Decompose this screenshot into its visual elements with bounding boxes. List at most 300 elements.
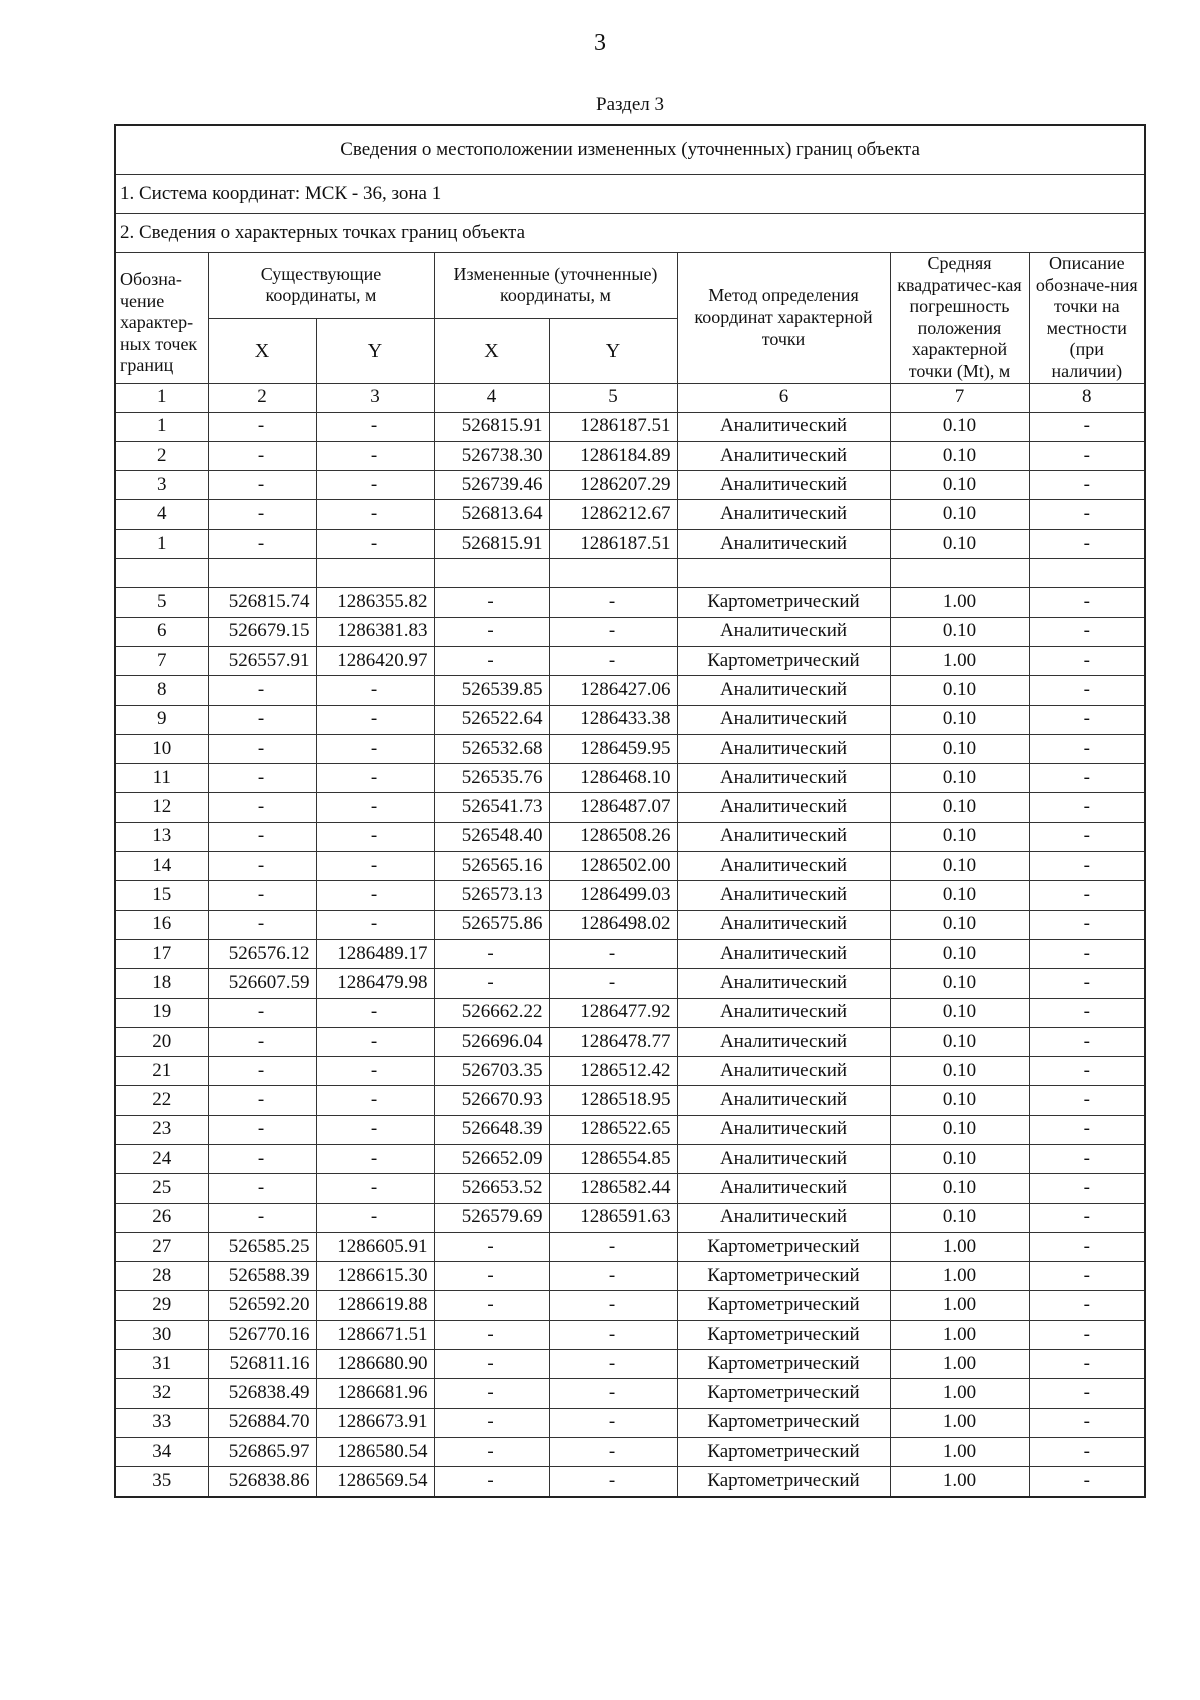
table-row — [115, 588, 1145, 617]
changed-x-cell: 526648.39 — [434, 1115, 549, 1144]
point-id-cell: 2 — [115, 441, 208, 470]
existing-x-cell: 526770.16 — [208, 1320, 316, 1349]
changed-y-cell: 1286459.95 — [549, 734, 677, 763]
existing-y-cell: - — [316, 1115, 434, 1144]
changed-y-cell: - — [549, 1320, 677, 1349]
col-number: 4 — [434, 383, 549, 412]
description-cell: - — [1029, 1379, 1145, 1408]
accuracy-cell: 0.10 — [890, 764, 1029, 793]
changed-x-cell: - — [434, 1408, 549, 1437]
existing-y-cell: - — [316, 822, 434, 851]
method-cell: Аналитический — [677, 764, 890, 793]
point-id-cell: 7 — [115, 646, 208, 675]
description-cell: - — [1029, 969, 1145, 998]
existing-x-cell: 526576.12 — [208, 939, 316, 968]
table-row — [115, 734, 1145, 763]
method-cell — [677, 559, 890, 588]
description-cell: - — [1029, 646, 1145, 675]
description-cell: - — [1029, 852, 1145, 881]
existing-x-cell: - — [208, 910, 316, 939]
method-cell: Аналитический — [677, 939, 890, 968]
changed-y-cell: 1286487.07 — [549, 793, 677, 822]
col-existing-y: Y — [316, 318, 434, 383]
table-row — [115, 529, 1145, 558]
existing-x-cell: 526865.97 — [208, 1437, 316, 1466]
table-row — [115, 412, 1145, 441]
method-cell: Картометрический — [677, 1467, 890, 1497]
existing-y-cell: - — [316, 764, 434, 793]
col-number: 5 — [549, 383, 677, 412]
point-id-cell: 27 — [115, 1232, 208, 1261]
changed-x-cell: 526653.52 — [434, 1174, 549, 1203]
existing-y-cell: - — [316, 910, 434, 939]
method-cell: Картометрический — [677, 1379, 890, 1408]
accuracy-cell: 1.00 — [890, 646, 1029, 675]
changed-x-cell: 526738.30 — [434, 441, 549, 470]
description-cell: - — [1029, 471, 1145, 500]
changed-x-cell: - — [434, 1437, 549, 1466]
accuracy-cell: 0.10 — [890, 471, 1029, 500]
point-id-cell: 14 — [115, 852, 208, 881]
col-designation-header: Обозна-чение характер-ных точек границ — [115, 253, 208, 384]
existing-y-cell: 1286381.83 — [316, 617, 434, 646]
existing-y-cell: 1286420.97 — [316, 646, 434, 675]
col-changed-y: Y — [549, 318, 677, 383]
method-cell: Аналитический — [677, 969, 890, 998]
description-cell: - — [1029, 1057, 1145, 1086]
point-id-cell: 21 — [115, 1057, 208, 1086]
existing-x-cell: 526815.74 — [208, 588, 316, 617]
description-cell: - — [1029, 1174, 1145, 1203]
existing-y-cell: 1286355.82 — [316, 588, 434, 617]
changed-y-cell: 1286187.51 — [549, 529, 677, 558]
accuracy-cell: 0.10 — [890, 1174, 1029, 1203]
changed-x-cell: - — [434, 1291, 549, 1320]
col-accuracy-header: Средняя квадратичес-кая погрешность положения характерной точки (Mt), м — [890, 253, 1029, 384]
table-row — [115, 441, 1145, 470]
point-id-cell: 5 — [115, 588, 208, 617]
accuracy-cell: 0.10 — [890, 939, 1029, 968]
point-id-cell: 19 — [115, 998, 208, 1027]
existing-x-cell: 526811.16 — [208, 1350, 316, 1379]
table-row — [115, 998, 1145, 1027]
changed-y-cell: 1286433.38 — [549, 705, 677, 734]
table-row — [115, 1379, 1145, 1408]
existing-x-cell: - — [208, 471, 316, 500]
method-cell: Картометрический — [677, 1291, 890, 1320]
existing-y-cell: - — [316, 529, 434, 558]
col-number: 6 — [677, 383, 890, 412]
changed-y-cell: 1286498.02 — [549, 910, 677, 939]
changed-x-cell: 526541.73 — [434, 793, 549, 822]
changed-y-cell: 1286582.44 — [549, 1174, 677, 1203]
changed-x-cell: 526813.64 — [434, 500, 549, 529]
changed-x-cell: 526548.40 — [434, 822, 549, 851]
col-existing-x: X — [208, 318, 316, 383]
accuracy-cell: 1.00 — [890, 1232, 1029, 1261]
table-row — [115, 881, 1145, 910]
existing-y-cell: 1286671.51 — [316, 1320, 434, 1349]
description-cell: - — [1029, 1437, 1145, 1466]
existing-x-cell: - — [208, 1174, 316, 1203]
accuracy-cell: 0.10 — [890, 617, 1029, 646]
point-id-cell: 1 — [115, 529, 208, 558]
description-cell: - — [1029, 910, 1145, 939]
existing-x-cell: 526557.91 — [208, 646, 316, 675]
method-cell: Аналитический — [677, 529, 890, 558]
method-cell: Аналитический — [677, 793, 890, 822]
description-cell: - — [1029, 617, 1145, 646]
point-id-cell: 30 — [115, 1320, 208, 1349]
accuracy-cell: 0.10 — [890, 500, 1029, 529]
point-id-cell: 12 — [115, 793, 208, 822]
accuracy-cell: 1.00 — [890, 1379, 1029, 1408]
table-title: Сведения о местоположении измененных (уточненных) границ объекта — [115, 125, 1145, 175]
existing-x-cell: 526607.59 — [208, 969, 316, 998]
table-row — [115, 1086, 1145, 1115]
table-row — [115, 1408, 1145, 1437]
point-id-cell: 29 — [115, 1291, 208, 1320]
points-heading: 2. Сведения о характерных точках границ объекта — [115, 214, 1145, 253]
existing-y-cell: - — [316, 734, 434, 763]
changed-x-cell: 526739.46 — [434, 471, 549, 500]
point-id-cell: 1 — [115, 412, 208, 441]
changed-x-cell — [434, 559, 549, 588]
col-number: 7 — [890, 383, 1029, 412]
accuracy-cell: 1.00 — [890, 1467, 1029, 1497]
changed-y-cell: - — [549, 588, 677, 617]
point-id-cell: 8 — [115, 676, 208, 705]
changed-x-cell: - — [434, 588, 549, 617]
point-id-cell: 15 — [115, 881, 208, 910]
existing-x-cell: - — [208, 764, 316, 793]
changed-y-cell: - — [549, 1262, 677, 1291]
accuracy-cell: 0.10 — [890, 1086, 1029, 1115]
point-id-cell: 3 — [115, 471, 208, 500]
table-row — [115, 852, 1145, 881]
description-cell: - — [1029, 1115, 1145, 1144]
accuracy-cell: 0.10 — [890, 1027, 1029, 1056]
coordinate-system: 1. Система координат: МСК - 36, зона 1 — [115, 175, 1145, 214]
table-row — [115, 1174, 1145, 1203]
table-row — [115, 1262, 1145, 1291]
accuracy-cell: 1.00 — [890, 1350, 1029, 1379]
method-cell: Аналитический — [677, 1174, 890, 1203]
existing-y-cell: - — [316, 998, 434, 1027]
table-row — [115, 471, 1145, 500]
existing-x-cell: 526838.86 — [208, 1467, 316, 1497]
changed-x-cell: 526815.91 — [434, 412, 549, 441]
method-cell: Картометрический — [677, 1408, 890, 1437]
point-id-cell: 20 — [115, 1027, 208, 1056]
changed-x-cell: 526579.69 — [434, 1203, 549, 1232]
col-changed-x: X — [434, 318, 549, 383]
existing-x-cell: - — [208, 500, 316, 529]
table-row — [115, 1115, 1145, 1144]
method-cell: Аналитический — [677, 1203, 890, 1232]
existing-x-cell: - — [208, 852, 316, 881]
method-cell: Аналитический — [677, 705, 890, 734]
description-cell: - — [1029, 734, 1145, 763]
changed-x-cell: - — [434, 1320, 549, 1349]
existing-y-cell: 1286569.54 — [316, 1467, 434, 1497]
existing-x-cell: - — [208, 881, 316, 910]
changed-y-cell: 1286518.95 — [549, 1086, 677, 1115]
existing-x-cell: 526884.70 — [208, 1408, 316, 1437]
accuracy-cell: 0.10 — [890, 1057, 1029, 1086]
method-cell: Аналитический — [677, 881, 890, 910]
table-row — [115, 910, 1145, 939]
changed-y-cell: 1286512.42 — [549, 1057, 677, 1086]
description-cell: - — [1029, 1086, 1145, 1115]
table-row — [115, 1320, 1145, 1349]
method-cell: Картометрический — [677, 588, 890, 617]
col-number: 8 — [1029, 383, 1145, 412]
description-cell: - — [1029, 939, 1145, 968]
changed-x-cell: 526662.22 — [434, 998, 549, 1027]
changed-y-cell: - — [549, 617, 677, 646]
changed-y-cell: 1286427.06 — [549, 676, 677, 705]
changed-y-cell: 1286212.67 — [549, 500, 677, 529]
method-cell: Аналитический — [677, 676, 890, 705]
table-row — [115, 705, 1145, 734]
method-cell: Аналитический — [677, 412, 890, 441]
description-cell: - — [1029, 1320, 1145, 1349]
changed-y-cell: - — [549, 646, 677, 675]
method-cell: Аналитический — [677, 998, 890, 1027]
existing-y-cell: 1286619.88 — [316, 1291, 434, 1320]
changed-y-cell: 1286554.85 — [549, 1144, 677, 1173]
changed-y-cell: - — [549, 1350, 677, 1379]
existing-y-cell: - — [316, 1086, 434, 1115]
changed-x-cell: 526696.04 — [434, 1027, 549, 1056]
accuracy-cell: 1.00 — [890, 588, 1029, 617]
changed-y-cell: 1286502.00 — [549, 852, 677, 881]
changed-x-cell: - — [434, 1262, 549, 1291]
description-cell — [1029, 559, 1145, 588]
method-cell: Картометрический — [677, 1232, 890, 1261]
changed-y-cell: - — [549, 1379, 677, 1408]
method-cell: Аналитический — [677, 1086, 890, 1115]
table-row — [115, 939, 1145, 968]
description-cell: - — [1029, 1291, 1145, 1320]
changed-x-cell: 526535.76 — [434, 764, 549, 793]
existing-x-cell: - — [208, 441, 316, 470]
changed-y-cell: - — [549, 1467, 677, 1497]
existing-x-cell: 526592.20 — [208, 1291, 316, 1320]
description-cell: - — [1029, 1027, 1145, 1056]
method-cell: Аналитический — [677, 910, 890, 939]
existing-y-cell: 1286580.54 — [316, 1437, 434, 1466]
table-row — [115, 1291, 1145, 1320]
accuracy-cell — [890, 559, 1029, 588]
description-cell: - — [1029, 1232, 1145, 1261]
accuracy-cell: 0.10 — [890, 793, 1029, 822]
table-row — [115, 646, 1145, 675]
existing-x-cell: - — [208, 1115, 316, 1144]
existing-y-cell: - — [316, 1144, 434, 1173]
point-id-cell: 4 — [115, 500, 208, 529]
existing-x-cell: - — [208, 734, 316, 763]
point-id-cell: 6 — [115, 617, 208, 646]
accuracy-cell: 0.10 — [890, 910, 1029, 939]
description-cell: - — [1029, 998, 1145, 1027]
changed-x-cell: 526575.86 — [434, 910, 549, 939]
method-cell: Картометрический — [677, 1437, 890, 1466]
changed-y-cell: 1286207.29 — [549, 471, 677, 500]
existing-x-cell: - — [208, 1086, 316, 1115]
existing-x-cell: - — [208, 1057, 316, 1086]
point-id-cell: 33 — [115, 1408, 208, 1437]
page-number: 3 — [594, 30, 606, 56]
accuracy-cell: 0.10 — [890, 881, 1029, 910]
changed-y-cell: - — [549, 1408, 677, 1437]
changed-y-cell: - — [549, 939, 677, 968]
existing-x-cell: - — [208, 998, 316, 1027]
point-id-cell: 11 — [115, 764, 208, 793]
table-row — [115, 676, 1145, 705]
existing-y-cell — [316, 559, 434, 588]
existing-y-cell: 1286673.91 — [316, 1408, 434, 1437]
existing-x-cell: - — [208, 822, 316, 851]
changed-y-cell: - — [549, 969, 677, 998]
changed-y-cell: 1286508.26 — [549, 822, 677, 851]
table-row — [115, 559, 1145, 588]
col-number: 2 — [208, 383, 316, 412]
changed-y-cell: 1286468.10 — [549, 764, 677, 793]
method-cell: Аналитический — [677, 441, 890, 470]
accuracy-cell: 0.10 — [890, 1203, 1029, 1232]
existing-y-cell: - — [316, 1203, 434, 1232]
section-title: Раздел 3 — [596, 94, 664, 115]
existing-y-cell: - — [316, 441, 434, 470]
existing-x-cell: - — [208, 793, 316, 822]
existing-x-cell: - — [208, 705, 316, 734]
existing-x-cell: - — [208, 676, 316, 705]
existing-x-cell: - — [208, 1027, 316, 1056]
description-cell: - — [1029, 1262, 1145, 1291]
existing-y-cell: 1286479.98 — [316, 969, 434, 998]
col-existing-header: Существующие координаты, м — [208, 253, 434, 319]
description-cell: - — [1029, 1203, 1145, 1232]
description-cell: - — [1029, 822, 1145, 851]
accuracy-cell: 0.10 — [890, 529, 1029, 558]
description-cell: - — [1029, 412, 1145, 441]
accuracy-cell: 0.10 — [890, 822, 1029, 851]
point-id-cell: 23 — [115, 1115, 208, 1144]
description-cell: - — [1029, 441, 1145, 470]
description-cell: - — [1029, 705, 1145, 734]
description-cell: - — [1029, 529, 1145, 558]
changed-x-cell: - — [434, 646, 549, 675]
accuracy-cell: 0.10 — [890, 852, 1029, 881]
changed-y-cell: 1286478.77 — [549, 1027, 677, 1056]
description-cell: - — [1029, 881, 1145, 910]
table-row — [115, 1232, 1145, 1261]
existing-y-cell: 1286489.17 — [316, 939, 434, 968]
existing-y-cell: - — [316, 500, 434, 529]
point-id-cell: 34 — [115, 1437, 208, 1466]
table-row — [115, 1350, 1145, 1379]
changed-x-cell: - — [434, 617, 549, 646]
point-id-cell: 28 — [115, 1262, 208, 1291]
method-cell: Аналитический — [677, 500, 890, 529]
method-cell: Аналитический — [677, 1027, 890, 1056]
existing-y-cell: - — [316, 852, 434, 881]
accuracy-cell: 0.10 — [890, 1144, 1029, 1173]
col-description-header: Описание обозначе-ния точки на местности (при наличии) — [1029, 253, 1145, 384]
point-id-cell: 32 — [115, 1379, 208, 1408]
existing-y-cell: 1286605.91 — [316, 1232, 434, 1261]
existing-y-cell: 1286615.30 — [316, 1262, 434, 1291]
table-row — [115, 969, 1145, 998]
existing-y-cell: - — [316, 676, 434, 705]
changed-x-cell: 526539.85 — [434, 676, 549, 705]
point-id-cell: 22 — [115, 1086, 208, 1115]
col-number: 3 — [316, 383, 434, 412]
accuracy-cell: 0.10 — [890, 412, 1029, 441]
changed-y-cell: 1286187.51 — [549, 412, 677, 441]
table-row — [115, 1467, 1145, 1497]
existing-x-cell: - — [208, 529, 316, 558]
point-id-cell: 35 — [115, 1467, 208, 1497]
col-method-header: Метод определения координат характерной точки — [677, 253, 890, 384]
changed-x-cell: - — [434, 939, 549, 968]
existing-x-cell: - — [208, 412, 316, 441]
table-row — [115, 793, 1145, 822]
changed-y-cell: - — [549, 1291, 677, 1320]
method-cell: Картометрический — [677, 1350, 890, 1379]
existing-x-cell: 526679.15 — [208, 617, 316, 646]
accuracy-cell: 0.10 — [890, 1115, 1029, 1144]
accuracy-cell: 1.00 — [890, 1291, 1029, 1320]
changed-x-cell: - — [434, 1350, 549, 1379]
existing-y-cell: - — [316, 1027, 434, 1056]
table-row — [115, 1027, 1145, 1056]
existing-y-cell: - — [316, 1174, 434, 1203]
accuracy-cell: 0.10 — [890, 441, 1029, 470]
changed-x-cell: 526703.35 — [434, 1057, 549, 1086]
changed-x-cell: - — [434, 969, 549, 998]
changed-y-cell: 1286591.63 — [549, 1203, 677, 1232]
description-cell: - — [1029, 1350, 1145, 1379]
point-id-cell: 16 — [115, 910, 208, 939]
point-id-cell: 31 — [115, 1350, 208, 1379]
existing-y-cell: - — [316, 412, 434, 441]
changed-y-cell: 1286499.03 — [549, 881, 677, 910]
table-row — [115, 500, 1145, 529]
table-row — [115, 1144, 1145, 1173]
accuracy-cell: 0.10 — [890, 676, 1029, 705]
description-cell: - — [1029, 1144, 1145, 1173]
accuracy-cell: 1.00 — [890, 1437, 1029, 1466]
method-cell: Аналитический — [677, 734, 890, 763]
existing-y-cell: - — [316, 881, 434, 910]
changed-x-cell: 526815.91 — [434, 529, 549, 558]
description-cell: - — [1029, 1467, 1145, 1497]
changed-y-cell: 1286184.89 — [549, 441, 677, 470]
accuracy-cell: 0.10 — [890, 734, 1029, 763]
point-id-cell: 13 — [115, 822, 208, 851]
method-cell: Аналитический — [677, 617, 890, 646]
point-id-cell: 26 — [115, 1203, 208, 1232]
point-id-cell: 9 — [115, 705, 208, 734]
table-row — [115, 1203, 1145, 1232]
table-body — [115, 412, 1145, 1496]
existing-x-cell — [208, 559, 316, 588]
point-id-cell: 18 — [115, 969, 208, 998]
table-row — [115, 617, 1145, 646]
